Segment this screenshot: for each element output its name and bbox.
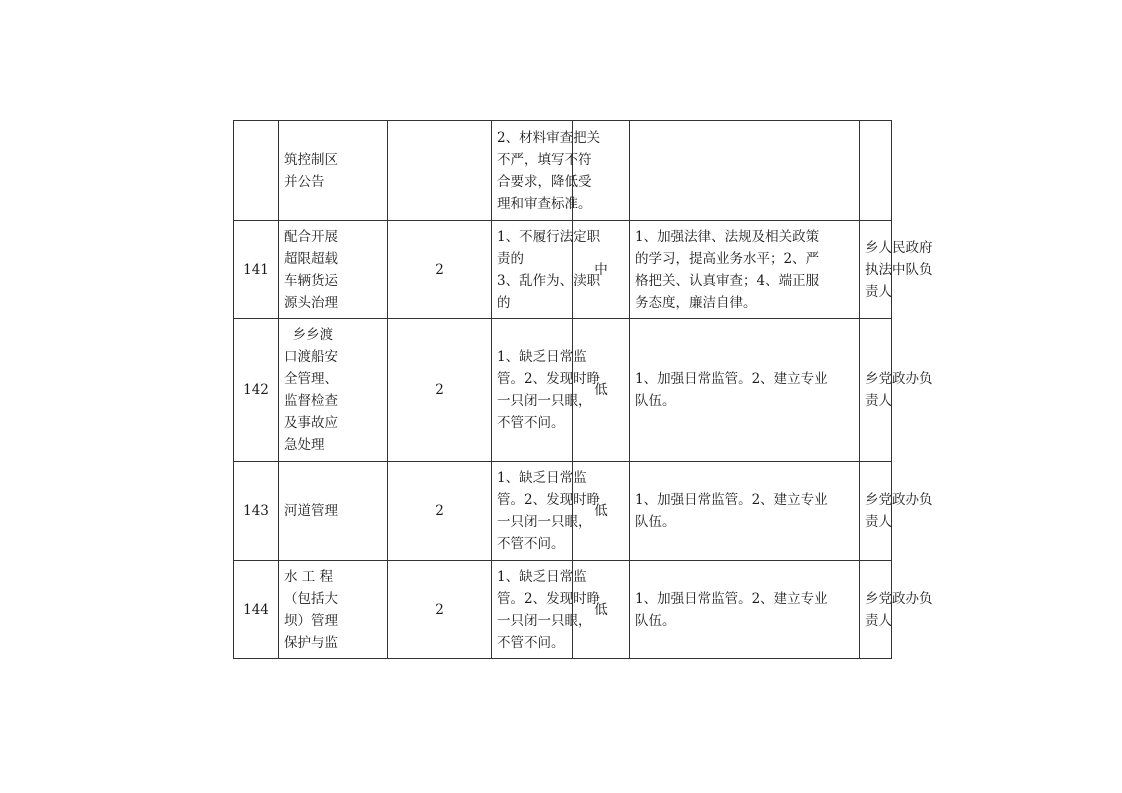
risk-table (233, 120, 933, 659)
risk-cell (492, 221, 601, 319)
item-cell (279, 221, 388, 319)
measure-text: 1、加强日常监管。2、建立专业 (635, 590, 828, 607)
risk-text: 1、缺乏日常监 (497, 470, 587, 486)
owner-cell (860, 221, 933, 319)
item-cell (279, 462, 388, 561)
risk-text: 一只闭一只眼， (497, 612, 592, 629)
item-text: 急处理 (284, 437, 325, 453)
risk-text: 1、不履行法定职 (497, 228, 601, 245)
risk-level-cell: 低 (573, 462, 630, 561)
measure-text: 队伍。 (635, 514, 676, 530)
owner-text: 乡党政办负 (865, 492, 933, 508)
item-cell (279, 561, 388, 659)
risk-level-cell: 低 (573, 319, 630, 462)
row-number: 144 (234, 561, 279, 659)
risk-text: 3、乱作为、渎职 (497, 272, 601, 289)
risk-text: 不严，填写不符 (497, 151, 592, 168)
owner-cell (860, 121, 892, 221)
measure-cell (630, 121, 860, 221)
item-text: 及事故应 (284, 415, 338, 431)
risk-text: 不管不问。 (497, 415, 565, 431)
owner-text: 责人 (865, 514, 892, 530)
risk-level-cell: 中 (573, 221, 630, 319)
owner-text: 责人 (865, 283, 892, 300)
risk-text: 一只闭一只眼， (497, 393, 592, 409)
item-text: 并公告 (284, 173, 325, 190)
owner-cell (860, 462, 933, 561)
owner-text: 乡党政办负 (865, 590, 933, 607)
risk-text: 管。2、发现时睁 (497, 590, 601, 607)
owner-cell (860, 561, 933, 659)
risk-text: 不管不问。 (497, 536, 565, 552)
item-cell (279, 319, 388, 462)
measure-text: 的学习，提高业务水平；2、严 (635, 250, 820, 267)
item-text: 保护与监 (284, 634, 338, 651)
item-text: 配合开展 (284, 228, 338, 245)
item-text: 超限超载 (284, 250, 338, 267)
risk-text: 合要求，降低受 (497, 173, 592, 190)
risk-cell (492, 561, 601, 659)
table-row (234, 121, 892, 221)
item-text: 口渡船安 (284, 349, 338, 365)
score-cell: 2 (388, 561, 492, 659)
risk-cell (492, 121, 601, 221)
risk-text: 理和审查标准。 (497, 195, 592, 212)
measure-text: 队伍。 (635, 612, 676, 629)
table-row (234, 462, 892, 561)
measure-cell (630, 221, 860, 319)
score-cell: 2 (388, 221, 492, 319)
item-text: 筑控制区 (284, 151, 338, 168)
item-text: 乡乡渡 (284, 327, 334, 343)
risk-text: 1、缺乏日常监 (497, 349, 587, 365)
item-text: （包括大 (284, 590, 338, 607)
row-number: 142 (234, 319, 279, 462)
table-row (234, 561, 892, 659)
score-cell (388, 121, 492, 221)
risk-level-cell: 低 (573, 561, 630, 659)
risk-text: 责的 (497, 250, 524, 267)
score-cell: 2 (388, 319, 492, 462)
risk-text: 的 (497, 294, 511, 311)
risk-text: 管。2、发现时睁 (497, 492, 601, 508)
measure-text: 队伍。 (635, 393, 676, 409)
risk-cell (492, 319, 601, 462)
item-text: 车辆货运 (284, 272, 338, 289)
measure-text: 1、加强法律、法规及相关政策 (635, 228, 820, 245)
risk-text: 不管不问。 (497, 634, 565, 651)
item-text: 源头治理 (284, 294, 338, 311)
item-text: 坝）管理 (284, 612, 338, 629)
item-text: 全管理、 (284, 371, 338, 387)
owner-cell (860, 319, 933, 462)
item-text: 水 工 程 (284, 568, 334, 585)
risk-text: 2、材料审查把关 (497, 129, 601, 146)
measure-cell (630, 319, 860, 462)
row-number (234, 121, 279, 221)
table-row (234, 319, 892, 462)
item-text: 河道管理 (284, 503, 338, 519)
score-cell: 2 (388, 462, 492, 561)
row-number: 141 (234, 221, 279, 319)
measure-text: 务态度，廉洁自律。 (635, 294, 757, 311)
risk-text: 一只闭一只眼， (497, 514, 592, 530)
measure-cell (630, 561, 860, 659)
owner-text: 乡党政办负 (865, 371, 933, 387)
measure-text: 格把关、认真审查；4、端正服 (635, 272, 820, 289)
measure-cell (630, 462, 860, 561)
row-number: 143 (234, 462, 279, 561)
table-row (234, 221, 892, 319)
risk-text: 管。2、发现时睁 (497, 371, 601, 387)
owner-text: 执法中队负 (865, 261, 933, 278)
owner-text: 责人 (865, 612, 892, 629)
item-text: 监督检查 (284, 393, 338, 409)
risk-cell (492, 462, 601, 561)
measure-text: 1、加强日常监管。2、建立专业 (635, 492, 828, 508)
measure-text: 1、加强日常监管。2、建立专业 (635, 371, 828, 387)
risk-text: 1、缺乏日常监 (497, 568, 587, 585)
owner-text: 乡人民政府 (865, 239, 933, 256)
owner-text: 责人 (865, 393, 892, 409)
item-cell (279, 121, 388, 221)
